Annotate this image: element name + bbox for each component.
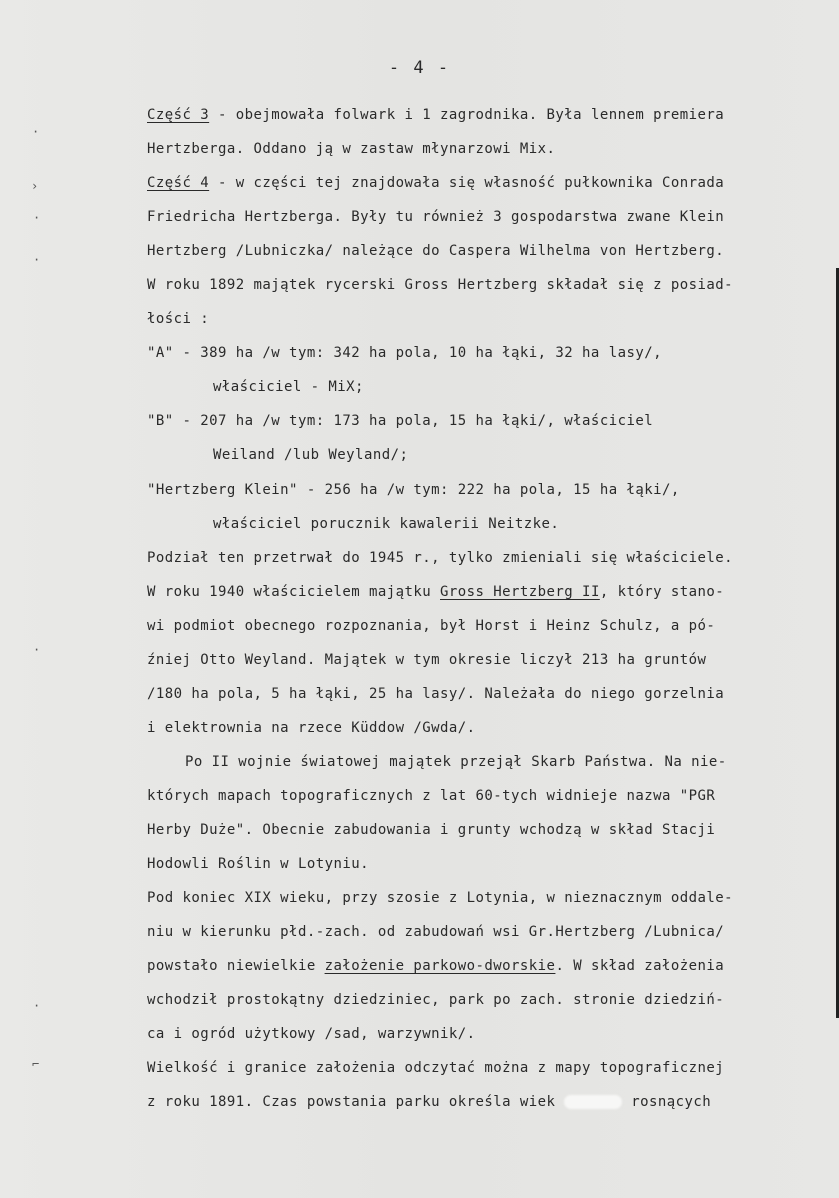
text-line <box>147 200 832 234</box>
margin-mark: · <box>33 253 41 267</box>
text-line <box>147 166 832 200</box>
text-segment: /180 ha pola, 5 ha łąki, 25 ha lasy/. Należała do niego gorzelnia <box>147 685 725 702</box>
margin-mark: ⌐ <box>32 1057 40 1071</box>
text-line <box>147 234 832 268</box>
text-segment: których mapach topograficznych z lat 60-tych widnieje nazwa "PGR <box>147 787 716 804</box>
text-line <box>147 1085 832 1119</box>
text-segment: Po II wojnie światowej majątek przejął Skarb Państwa. Na nie- <box>185 753 727 770</box>
text-line <box>147 370 832 404</box>
text-line <box>147 847 832 881</box>
margin-mark: · <box>33 999 41 1013</box>
text-segment: Pod koniec XIX wieku, przy szosie z Lotynia, w nieznacznym oddale- <box>147 890 733 907</box>
text-line <box>147 983 832 1017</box>
text-segment: Herby Duże". Obecnie zabudowania i grunty wchodzą w skład Stacji <box>147 821 716 838</box>
text-segment: właściciel - MiX; <box>213 379 364 396</box>
text-segment: Friedricha Hertzberga. Były tu również 3 gospodarstwa zwane Klein <box>147 209 725 226</box>
section-heading: Część 3 <box>147 107 210 123</box>
text-segment: "Hertzberg Klein" - 256 ha /w tym: 222 ha pola, 15 ha łąki/, <box>147 481 680 498</box>
text-line <box>147 507 832 541</box>
text-line <box>147 268 832 302</box>
text-segment: - obejmowała folwark i 1 zagrodnika. Była lennem premiera <box>209 107 725 123</box>
text-line <box>147 915 832 949</box>
text-line <box>147 438 832 472</box>
correction-blot <box>564 1095 622 1109</box>
text-line <box>147 745 832 779</box>
text-segment: i elektrownia na rzece Küddow /Gwda/. <box>147 719 476 736</box>
text-line <box>147 132 832 166</box>
text-line <box>147 609 832 643</box>
text-line <box>147 881 832 915</box>
text-segment: Hertzberg /Lubniczka/ należące do Caspera Wilhelma von Hertzberg. <box>147 243 725 260</box>
text-segment: , który stano- <box>599 583 725 600</box>
text-line <box>147 1017 832 1051</box>
text-line <box>147 711 832 745</box>
text-segment: - w części tej znajdowała się własność pułkownika Conrada <box>209 175 725 192</box>
text-segment: ca i ogród użytkowy /sad, warzywnik/. <box>147 1026 476 1043</box>
typed-body-text <box>147 98 832 1119</box>
text-segment: W roku 1892 majątek rycerski Gross Hertzberg składał się z posiad- <box>147 277 733 294</box>
margin-mark: › <box>31 179 39 193</box>
margin-mark: · <box>33 643 41 657</box>
text-segment: Wielkość i granice założenia odczytać można z mapy topograficznej <box>147 1060 725 1077</box>
text-segment: Hodowli Roślin w Lotyniu. <box>147 856 369 873</box>
text-line <box>147 575 832 609</box>
text-line <box>147 949 832 983</box>
text-segment: z roku 1891. Czas powstania parku określa wiek <box>147 1094 565 1111</box>
text-segment: . W skład założenia <box>555 958 725 975</box>
text-segment: wi podmiot obecnego rozpoznania, był Horst i Heinz Schulz, a pó- <box>147 617 716 634</box>
text-segment: "A" - 389 ha /w tym: 342 ha pola, 10 ha łąki, 32 ha lasy/, <box>147 345 662 362</box>
text-segment: niu w kierunku płd.-zach. od zabudowań wsi Gr.Hertzberg /Lubnica/ <box>147 924 725 941</box>
text-line <box>147 541 832 575</box>
text-line <box>147 779 832 813</box>
text-line <box>147 404 832 438</box>
text-line <box>147 813 832 847</box>
text-segment: łości : <box>147 311 210 328</box>
text-segment: "B" - 207 ha /w tym: 173 ha pola, 15 ha łąki/, właściciel <box>147 413 654 430</box>
park-manor-term: założenie parkowo-dworskie <box>324 958 556 975</box>
text-segment: wchodził prostokątny dziedziniec, park po zach. stronie dziedziń- <box>147 992 725 1009</box>
text-segment: źniej Otto Weyland. Majątek w tym okresie liczył 213 ha gruntów <box>147 651 707 668</box>
margin-mark: · <box>33 211 41 225</box>
text-segment: Hertzberga. Oddano ją w zastaw młynarzowi Mix. <box>147 141 556 158</box>
text-line <box>147 643 832 677</box>
text-segment: Podział ten przetrwał do 1945 r., tylko zmieniali się właściciele. <box>147 549 733 566</box>
text-line <box>147 98 832 132</box>
text-segment: powstało niewielkie <box>147 958 325 975</box>
text-line <box>147 1051 832 1085</box>
text-segment: rosnących <box>622 1094 712 1111</box>
text-line <box>147 677 832 711</box>
page-number: - 4 - <box>388 58 451 78</box>
section-heading: Część 4 <box>147 175 210 192</box>
margin-mark: · <box>32 125 40 139</box>
text-line <box>147 473 832 507</box>
text-segment: W roku 1940 właścicielem majątku <box>147 583 440 600</box>
text-line <box>147 302 832 336</box>
text-segment: właściciel porucznik kawalerii Neitzke. <box>213 515 560 532</box>
text-line <box>147 336 832 370</box>
estate-name: Gross Hertzberg II <box>440 583 600 600</box>
text-segment: Weiland /lub Weyland/; <box>213 447 409 464</box>
